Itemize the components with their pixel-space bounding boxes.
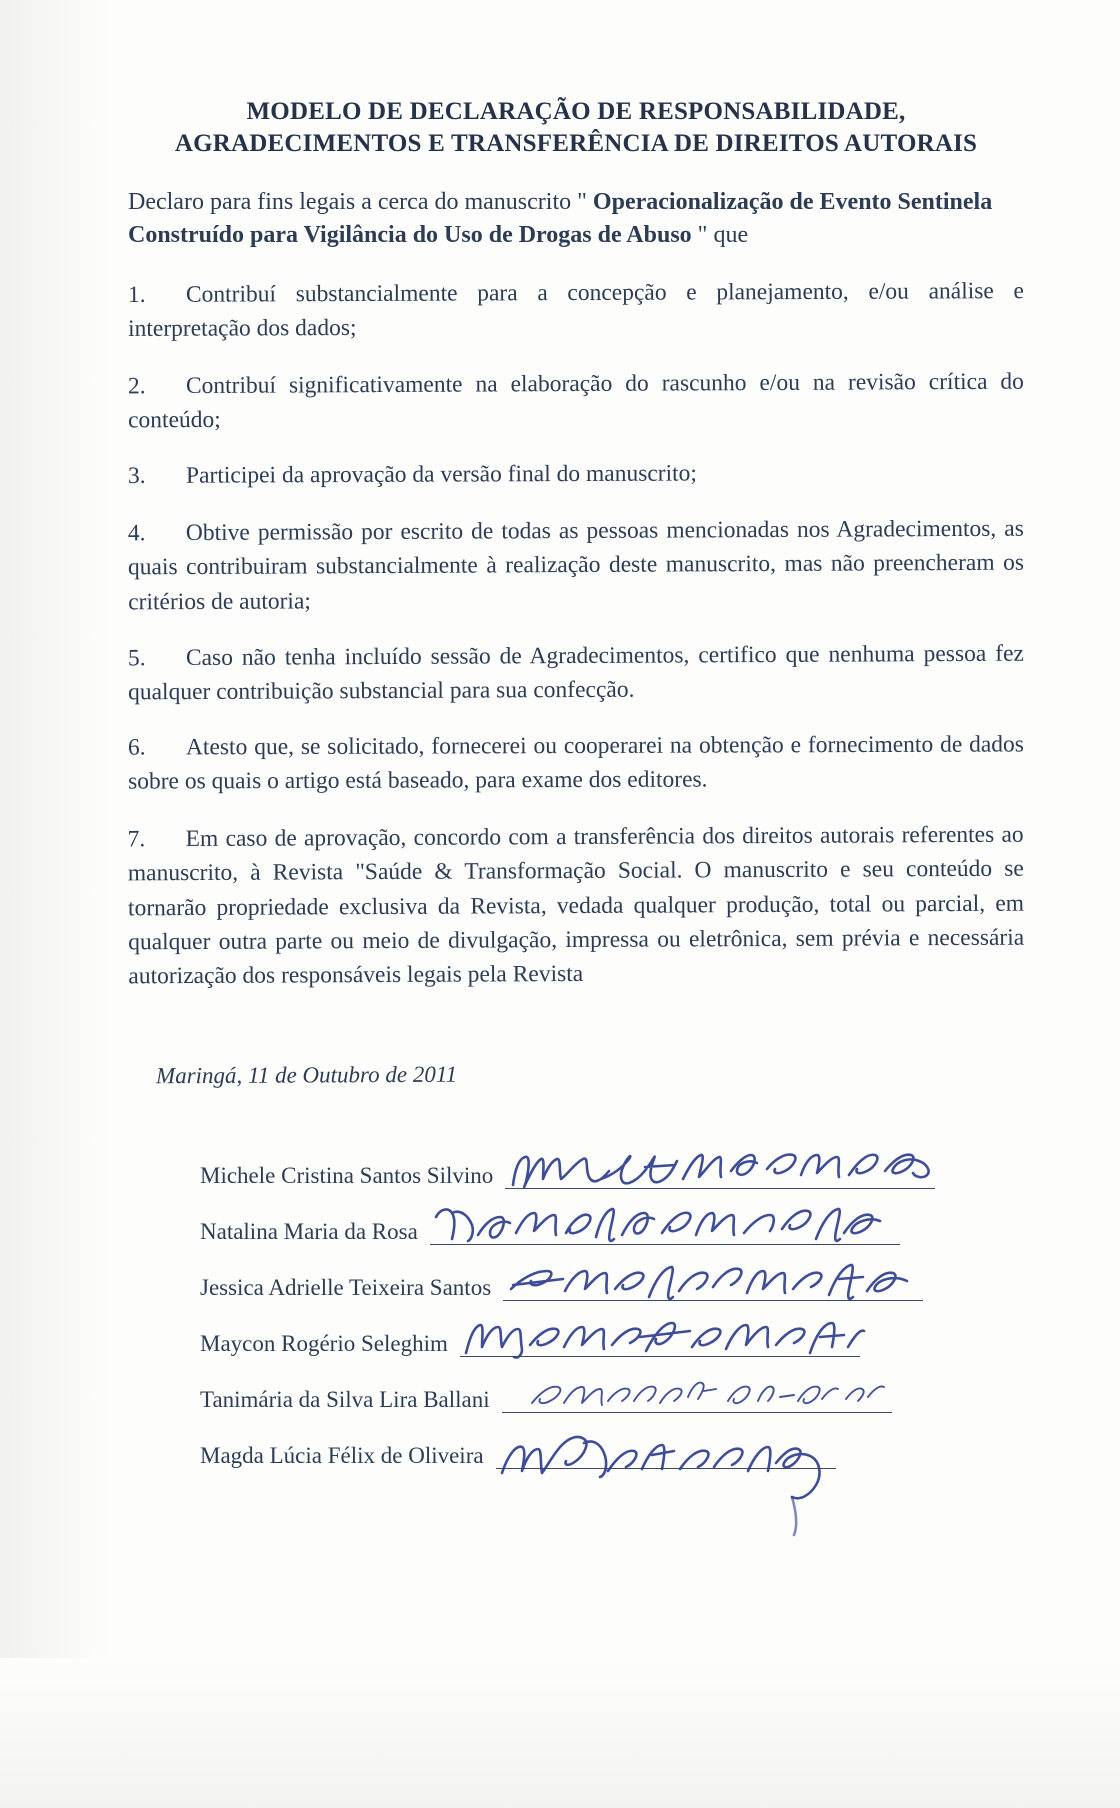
clause-text: Contribuí substancialmente para a concepção e planejamento, e/ou análise e interpretação dos dados; [128, 278, 1024, 343]
intro-prefix: Declaro para fins legais a cerca do manuscrito " [128, 189, 593, 215]
clause-text: Contribuí significativamente na elaboração do rascunho e/ou na revisão crítica do conteúdo; [128, 368, 1024, 434]
clause-item [128, 636, 1024, 709]
signatory-name: Jessica Adrielle Teixeira Santos [200, 1275, 492, 1301]
title-line-2: AGRADECIMENTOS E TRANSFERÊNCIA DE DIREITOS AUTORAIS [174, 130, 978, 157]
clause-number: 5. [127, 644, 146, 671]
signature-field[interactable] [430, 1203, 1024, 1251]
signatory-name: Michele Cristina Santos Silvino [200, 1163, 494, 1189]
signature-field[interactable] [460, 1315, 1024, 1363]
signatory-name: Tanimária da Silva Lira Ballani [200, 1387, 490, 1413]
signature-row [200, 1363, 1024, 1419]
scan-shadow-left [0, 0, 110, 1808]
place-and-date: Maringá, 11 de Outubro de 2011 [155, 1061, 458, 1089]
handwritten-signature [430, 1199, 910, 1251]
handwritten-signature [460, 1313, 870, 1363]
clause-number: 1. [127, 282, 146, 309]
clause-number: 6. [127, 734, 146, 761]
clause-text: Caso não tenha incluído sessão de Agradecimentos, certifico que nenhuma pessoa fez qualquer contribuição substancial para sua confecção. [128, 640, 1024, 706]
signature-row [200, 1307, 1024, 1363]
signature-field[interactable] [503, 1259, 1024, 1307]
page-title [128, 96, 1024, 160]
signature-field[interactable] [496, 1427, 1024, 1475]
clause-number: 2. [127, 373, 146, 400]
signature-row [200, 1195, 1024, 1251]
clause-item [128, 511, 1025, 619]
clause-text: Obtive permissão por escrito de todas as pessoas mencionadas nos Agradecimentos, as quais contribuiram substancialmente à realização deste manuscrito, mas não preencheram os critérios de autoria; [127, 515, 1025, 615]
signatory-name: Magda Lúcia Félix de Oliveira [200, 1443, 484, 1469]
handwritten-signature [503, 1257, 933, 1307]
title-line-1: MODELO DE DECLARAÇÃO DE RESPONSABILIDADE, [246, 98, 906, 125]
clause-item [128, 364, 1024, 437]
signature-field[interactable] [502, 1371, 1024, 1419]
clause-number: 3. [127, 463, 146, 490]
clause-item [128, 455, 1024, 493]
intro-suffix: " que [691, 222, 749, 249]
clause-text: Participei da aprovação da versão final do manuscrito; [185, 460, 697, 490]
signatory-name: Maycon Rogério Seleghim [200, 1331, 448, 1357]
signature-block [200, 1139, 1024, 1475]
scan-shadow-bottom [0, 1658, 1120, 1808]
signature-row [200, 1419, 1024, 1475]
declaration-intro [128, 186, 1024, 252]
signature-field[interactable] [505, 1147, 1024, 1195]
signature-row [200, 1139, 1024, 1195]
clause-text: Atesto que, se solicitado, fornecerei ou cooperarei na obtenção e fornecimento de dados sobre os quais o artigo está baseado, para exame dos editores. [128, 731, 1024, 796]
signature-row [200, 1251, 1024, 1307]
document-content [128, 96, 1024, 1475]
manuscript-title: Operacionalização de Evento Sentinela Construído para Vigilância do Uso de Drogas de Abuso [128, 189, 993, 249]
clause-item [128, 274, 1024, 347]
clause-number: 4. [127, 519, 146, 547]
handwritten-signature [496, 1425, 846, 1545]
handwritten-signature [505, 1145, 945, 1195]
clause-item [128, 817, 1025, 993]
signatory-name: Natalina Maria da Rosa [200, 1219, 418, 1245]
clause-text: Em caso de aprovação, concordo com a transferência dos direitos autorais referentes ao manuscrito, à Revista "Saúde & Transformação Social. O manuscrito e seu conteúdo se tornarão propriedade exclusiva da Revista, vedada qualquer produção, total ou parcial, em qualquer outra parte ou meio de divulgação, impressa ou eletrônica, sem prévia e necessária autorização dos responsáveis legais pela Revista [127, 821, 1025, 990]
clause-number: 7. [127, 826, 146, 853]
handwritten-signature [502, 1373, 902, 1419]
clause-item [128, 728, 1024, 800]
